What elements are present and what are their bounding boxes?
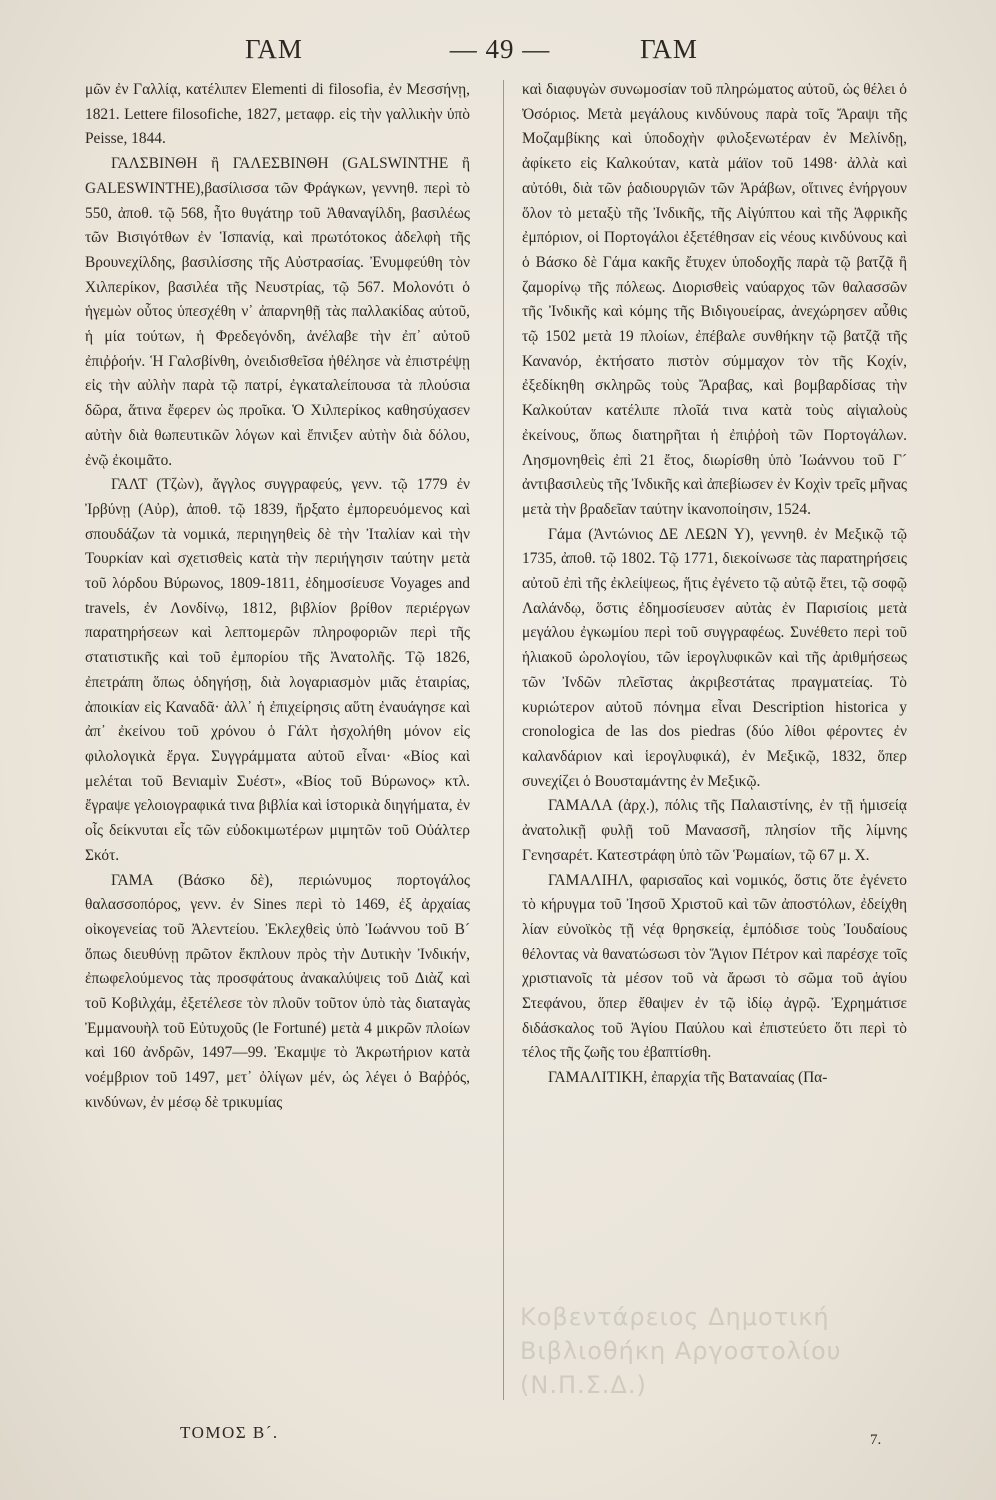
entry-paragraph: καὶ διαφυγὼν συνωμοσίαν τοῦ πληρώματος αὑτοῦ, ὡς θέλει ὁ Ὀσόριος. Μετὰ μεγάλους κινδύνους παρὰ τοῖς Ἄραψι τῆς Μοζαμβίκης καὶ ὑποδοχὴν φιλοξενωτέραν ἐν Μελίνδῃ, ἀφίκετο εἰς Καλκούταν, κατὰ μάϊον τοῦ 1498· ἀλλὰ καὶ αὐτόθι, διὰ τῶν ῥαδιουργιῶν τῶν Ἀράβων, οἵτινες ἐνήργουν ὅλον τὸ μεταξὺ τῆς Ἰνδικῆς, τῆς Αἰγύπτου καὶ τῆς Ἀφρικῆς ἐμπόριον, οἱ Πορτογάλοι ἐξετέθησαν εἰς νέους κινδύνους καὶ ὁ Βάσκο δὲ Γάμα κακῆς ἔτυχεν ὑποδοχῆς παρὰ τῷ βατζᾷ ἢ ζαμορίνῳ τῆς πόλεως. Διορισθεὶς ναύαρχος τῶν θαλασσῶν τῆς Ἰνδικῆς καὶ κόμης τῆς Βιδιγουείρας, ἀνεχώρησεν αὖθις τῷ 1502 μετὰ 19 πλοίων, ἐπέβαλε συνθήκην τῷ βατζᾷ τῆς Κανανόρ, ἐκτήσατο πιστὸν σύμμαχον τὸν τῆς Κοχίν, ἐξεδίκηθη σκληρῶς τοὺς Ἄραβας, καὶ βομβαρδίσας τὴν Καλκούταν κατέλιπε πλοῖά τινα κατὰ τοὺς αἰγιαλοὺς ἐκείνους, ὅπως διατηρῆται ἡ ἐπιῤῥοὴ τῶν Πορτογάλων. Λησμονηθεὶς ἐπὶ 21 ἔτος, διωρίσθη ὑπὸ Ἰωάννου τοῦ Γ´ ἀντιβασιλεὺς τῆς Ἰνδικῆς καὶ ἀπεβίωσεν ἐν Κοχὶν τρεῖς μῆνας μετὰ τὴν βραδεῖαν ταύτην ἱκανοποίησιν, 1524. bbox=[522, 81, 907, 518]
entry-paragraph: μῶν ἐν Γαλλίᾳ, κατέλιπεν Elementi di filosofia, ἐν Μεσσήνῃ, 1821. Lettere filosofiche, 1827, μεταφρ. εἰς τὴν γαλλικὴν ὑπὸ Peisse, 1844. bbox=[85, 81, 470, 148]
right-column bbox=[522, 78, 907, 1423]
entry-gamaliel: ΓΑΜΑΛΙΗΛ, φαρισαῖος καὶ νομικός, ὅστις ὅτε ἐγένετο τὸ κήρυγμα τοῦ Ἰησοῦ Χριστοῦ καὶ τῶν ἀποστόλων, ἐδείχθη λίαν εὐνοϊκὸς τῇ νέᾳ θρησκείᾳ, ἐμπόδισε τοὺς Ἰουδαίους θέλοντας νὰ θανατώσωσι τὸν Ἅγιον Πέτρον καὶ παρέσχε τοῖς χριστιανοῖς τὰ μέσον τοῦ νὰ ἄρωσι τὸ σῶμα τοῦ ἁγίου Στεφάνου, ὅπερ ἔθαψεν ἐν τῷ ἰδίῳ ἀγρῷ. Ἐχρημάτισε διδάσκαλος τοῦ Ἁγίου Παύλου καὶ ἐπιστεύετο ὅτι περὶ τὸ τέλος τῆς ζωῆς του ἐβαπτίσθη. bbox=[522, 871, 907, 1062]
entry-galt: ΓΑΛΤ (Τζὼν), ἄγγλος συγγραφεύς, γενν. τῷ 1779 ἐν Ἰρβύνῃ (Αὐρ), ἀποθ. τῷ 1839, ἤρξατο ἐμπορευόμενος καὶ σπουδάζων τὰ νομικά, περιηγηθεὶς δὲ τὴν Ἰταλίαν καὶ τὴν Τουρκίαν καὶ σχετισθεὶς κατὰ τὴν περιήγησιν ταύτην μετὰ τοῦ λόρδου Βύρωνος, 1809-1811, ἐδημοσίευσε Voyages and travels, ἐν Λονδίνῳ, 1812, βιβλίον βρίθον περιέργων παρατηρήσεων καὶ λεπτομερῶν πληροφοριῶν περὶ τῆς στατιστικῆς καὶ τοῦ ἐμπορίου τῆς Ἀνατολῆς. Τῷ 1826, ἐπετράπη ὅπως ὁδηγήσῃ, διὰ λογαριασμὸν μιᾶς ἑταιρίας, ἀποικίαν εἰς Καναδᾶ· ἀλλ᾽ ἡ ἐπιχείρησις αὕτη ἐναυάγησε καὶ ἀπ᾽ ἐκείνου τοῦ χρόνου ὁ Γάλτ ἠσχολήθη μόνον εἰς φιλολογικὰ ἔργα. Συγγράμματα αὐτοῦ εἶναι· «Βίος καὶ μελέται τοῦ Βενιαμὶν Συέστ», «Βίος τοῦ Βύρωνος» κτλ. ἔγραψε γελοιογραφικά τινα βιβλία καὶ ἱστορικὰ διηγήματα, ἐν οἷς δείκνυται εἷς τῶν εὐδοκιμωτέρων μιμητῶν τοῦ Οὐάλτερ Σκότ. bbox=[85, 476, 470, 864]
entry-gama-antonio: Γάμα (Ἀντώνιος ΔΕ ΛΕΩΝ Υ), γεννηθ. ἐν Μεξικῷ τῷ 1735, ἀποθ. τῷ 1802. Τῷ 1771, διεκοίνωσε τὰς παρατηρήσεις αὐτοῦ ἐπὶ τῆς ἐκλείψεως, ἥτις ἐγένετο τῷ αὐτῷ ἔτει, τῷ σοφῷ Λαλάνδῳ, ὅστις ἐδημοσίευσεν αὐτὰς ἐν Παρισίοις μετὰ μεγάλου ἐγκωμίου περὶ τοῦ συγγραφέως. Συνέθετο περὶ τοῦ ἡλιακοῦ ὡρολογίου, τῶν ἱερογλυφικῶν καὶ τῆς ἀριθμήσεως τῶν Ἰνδῶν πλεῖστας ἀκριβεστάτας πραγματείας. Τὸ κυριώτερον αὐτοῦ πόνημα εἶναι Description historica y cronologica de las dos piedras (δύο λίθοι φέροντες ἐν καλανδάριον καὶ ἱερογλυφικά), ἐν Μεξικῷ, 1832, ὅπερ συνεχίζει ὁ Βουσταμάντης ἐν Μεξικῷ. bbox=[522, 525, 907, 790]
entry-gamala: ΓΑΜΑΛΑ (ἀρχ.), πόλις τῆς Παλαιστίνης, ἐν τῇ ἡμισείᾳ ἀνατολικῇ φυλῇ τοῦ Μανασσῆ, πλησίον τῆς λίμνης Γενησαρέτ. Κατεστράφη ὑπὸ τῶν Ῥωμαίων, τῷ 67 μ. Χ. bbox=[522, 797, 907, 864]
page-header bbox=[95, 34, 905, 74]
entry-gamalitike: ΓΑΜΑΛΙΤΙΚΗ, ἐπαρχία τῆς Βαταναίας (Πα- bbox=[548, 1069, 828, 1087]
header-left-keyword: ΓΑΜ bbox=[245, 34, 303, 64]
signature-mark: 7. bbox=[870, 1432, 882, 1448]
column-divider bbox=[503, 80, 504, 1400]
page-number: — 49 — bbox=[449, 34, 551, 64]
entry-galswinthe: ΓΑΛΣΒΙΝΘΗ ἢ ΓΑΛΕΣΒΙΝΘΗ (GALSWINTHE ἢ GALESWINTHE),βασίλισσα τῶν Φράγκων, γεννηθ. περὶ τὸ 550, ἀποθ. τῷ 568, ἦτο θυγάτηρ τοῦ Ἀθαναγίλδη, βασιλέως τῶν Βισιγότθων ἐν Ἱσπανίᾳ, καὶ πρωτότοκος ἀδελφὴ τῆς Βρουνεχίλδης, βασιλίσσης τῆς Αὐστρασίας. Ἐνυμφεύθη τὸν Χιλπερίκον, βασιλέα τῆς Νευστρίας, τῷ 567. Μολονότι ὁ ἡγεμὼν οὗτος ὑπεσχέθη ν᾽ ἀπαρνηθῇ τὰς παλλακίδας αὑτοῦ, ἡ μία τούτων, ἡ Φρεδεγόνδη, ἀνέλαβε τὴν ἐπ᾽ αὐτοῦ ἐπιῤῥοήν. Ἡ Γαλσβίνθη, ὀνειδισθεῖσα ἠθέλησε νὰ ἐπιστρέψῃ εἰς τὴν αὐλὴν παρὰ τῷ πατρί, ἐγκαταλείπουσα τὰ πλούσια δῶρα, ἅτινα ἔφερεν ὡς προῖκα. Ὁ Χιλπερίκος καθησύχασεν αὐτὴν διὰ θωπευτικῶν λόγων καὶ ἔπνιξεν αὐτὴν διὰ δόλου, ἐνῷ ἐκοιμᾶτο. bbox=[85, 155, 470, 469]
header-right-keyword: ΓΑΜ bbox=[640, 34, 698, 64]
library-watermark: Κοβεντάρειος Δημοτική Βιβλιοθήκη Αργοστολίου (Ν.Π.Σ.Δ.) bbox=[520, 1303, 842, 1399]
volume-footer: ΤΟΜΟΣ Β´. bbox=[180, 1423, 279, 1442]
entry-gama-vasco: ΓΑΜΑ (Βάσκο δὲ), περιώνυμος πορτογάλος θαλασσοπόρος, γενν. ἐν Sines περὶ τὸ 1469, ἐξ ἀρχαίας οἰκογενείας τοῦ Ἀλεντείου. Ἐκλεχθεὶς ὑπὸ Ἰωάννου τοῦ Β´ ὅπως διευθύνῃ πρῶτον ἔκπλουν πρὸς τὴν Δυτικὴν Ἰνδικήν, ἐπωφελούμενος τὰς προσφάτους ἀνακαλύψεις τοῦ Διὰζ καὶ τοῦ Κοβιλχάμ, ἐξετέλεσε τὸν πλοῦν τοῦτον ὑπὸ τὰς διαταγὰς Ἐμμανουὴλ τοῦ Εὐτυχοῦς (le Fortuné) μετὰ 4 μικρῶν πλοίων καὶ 160 ἀνδρῶν, 1497—99. Ἐκαμψε τὸ Ἀκρωτήριον κατὰ νοέμβριον τοῦ 1497, μετ᾽ ὀλίγων μέν, ὡς λέγει ὁ Βαῤῥός, κινδύνων, ἐν μέσῳ δὲ τρικυμίας bbox=[85, 871, 470, 1111]
left-column bbox=[85, 78, 470, 1423]
